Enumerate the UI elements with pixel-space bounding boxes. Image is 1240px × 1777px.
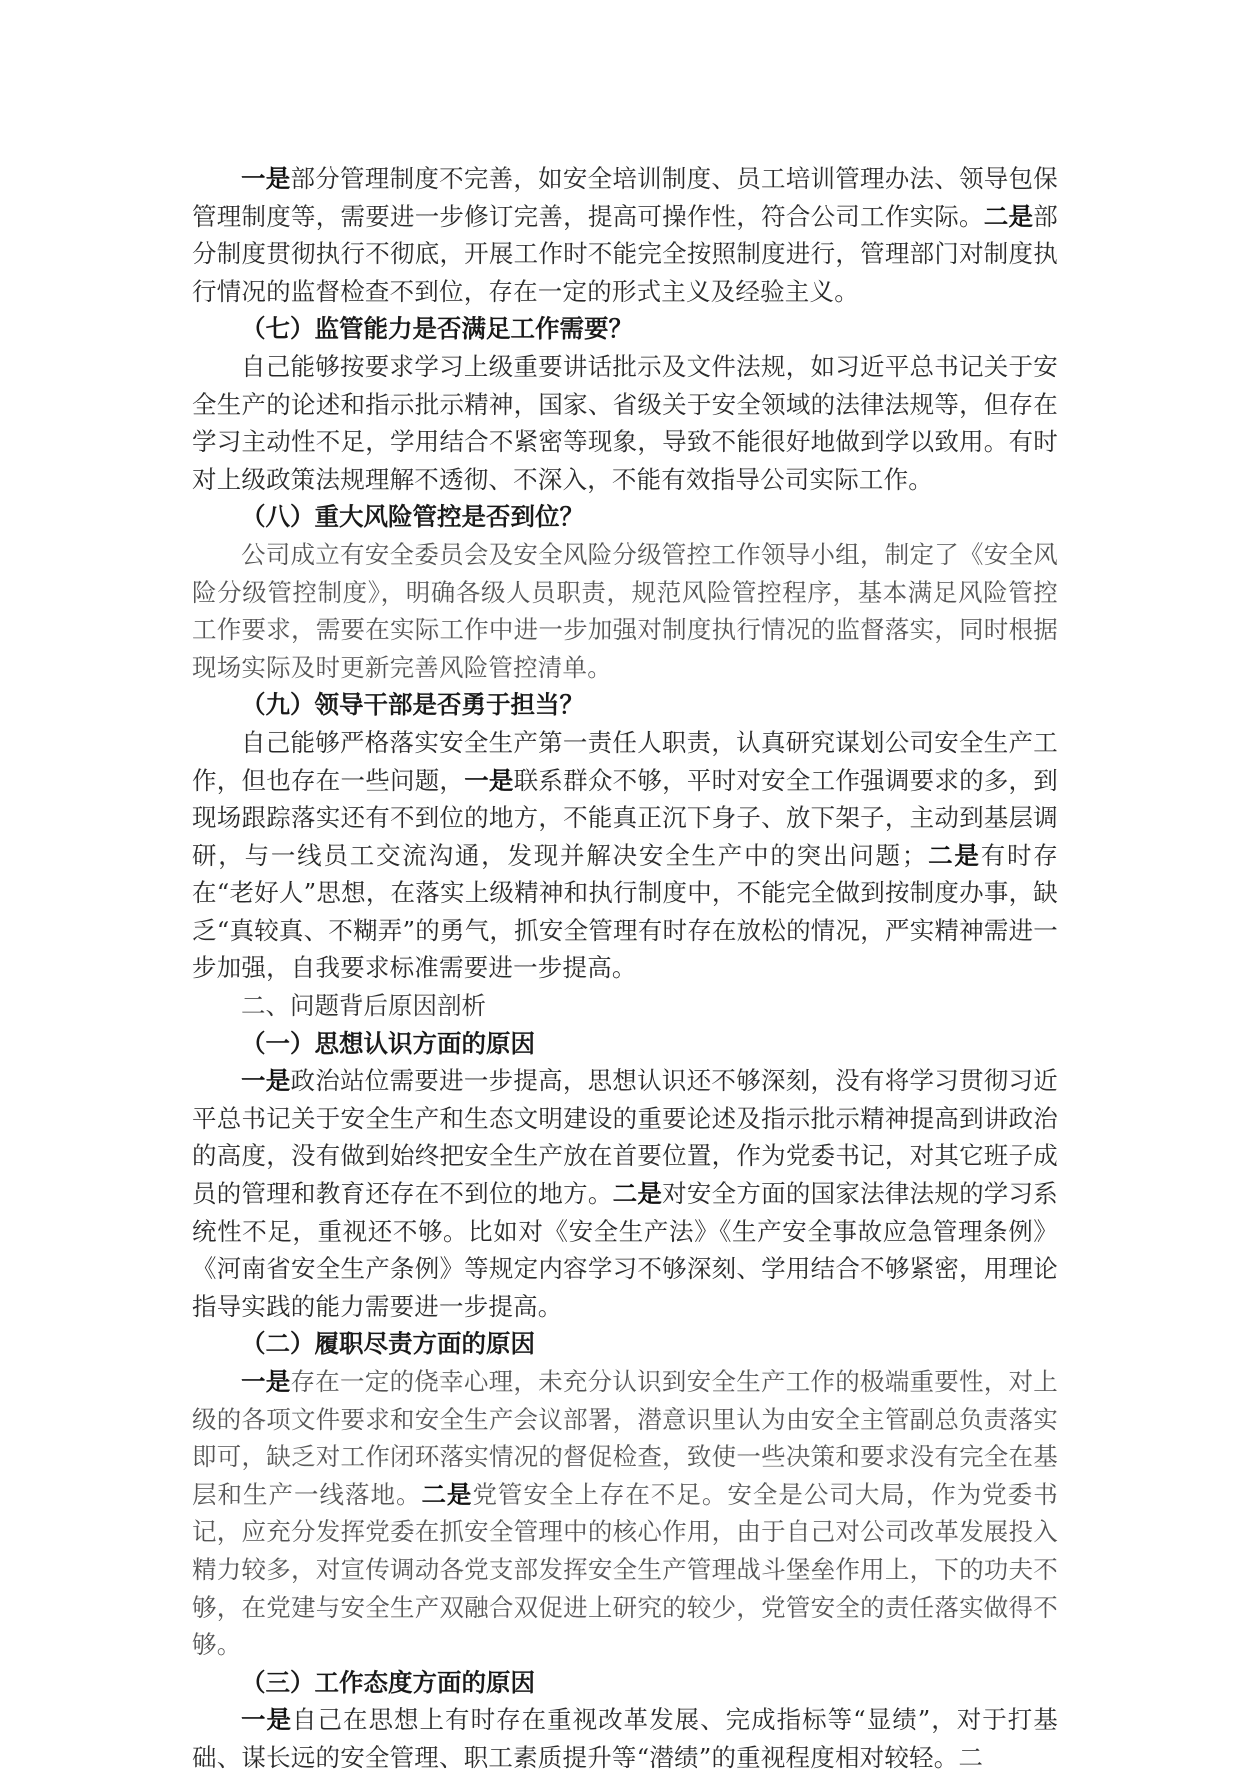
paragraph-text: 部分制度贯彻执行不彻底，开展工作时不能完全按照制度进行，管理部门对制度执行情况的监督检查不到位，存在一定的形式主义及经验主义。 bbox=[192, 201, 1058, 306]
paragraph-text: 对安全方面的国家法律法规的学习系统性不足，重视还不够。比如对《安全生产法》《生产安全事故应急管理条例》《河南省安全生产条例》等规定内容学习不够深刻、学用结合不够紧密，用理论指导实践的能力需要进一步提高。 bbox=[192, 1179, 1058, 1321]
paragraph-text: 公司成立有安全委员会及安全风险分级管控工作领导小组，制定了《安全风险分级管控制度》，明确各级人员职责，规范风险管控程序，基本满足风险管控工作要求，需要在实际工作中进一步加强对制度执行情况的监督落实，同时根据现场实际及时更新完善风险管控清单。 bbox=[192, 539, 1058, 682]
lead-marker: 二是 bbox=[421, 1479, 473, 1509]
lead-marker: 一是 bbox=[241, 1705, 293, 1735]
lead-marker: 二是 bbox=[983, 201, 1034, 231]
lead-marker: 一是 bbox=[464, 765, 514, 795]
paragraph-text: 存在一定的侥幸心理，未充分认识到安全生产工作的极端重要性，对上级的各项文件要求和安全生产会议部署，潜意识里认为由安全主管副总负责落实即可，缺乏对工作闭环落实情况的督促检查，致使一些决策和要求没有完全在基层和生产一线落地。 bbox=[192, 1367, 1059, 1509]
body-paragraph bbox=[192, 348, 1058, 498]
lead-marker: 一是 bbox=[241, 164, 291, 193]
subsection-heading: （二）履职尽责方面的原因 bbox=[241, 1329, 535, 1359]
document-body bbox=[192, 160, 1058, 1777]
lead-marker: 一是 bbox=[241, 1367, 291, 1396]
lead-marker: 一是 bbox=[241, 1066, 291, 1096]
body-paragraph bbox=[192, 536, 1058, 686]
paragraph-text: 自己在思想上有时存在重视改革发展、完成指标等“显绩”，对于打基础、谋长远的安全管理、职工素质提升等“潜绩”的重视程度相对较轻。二 bbox=[192, 1705, 1058, 1772]
paragraph-text: 自己能够严格落实安全生产第一责任人职责，认真研究谋划公司安全生产工作，但也存在一些问题， bbox=[192, 727, 1058, 795]
lead-marker: 二是 bbox=[926, 840, 981, 870]
paragraph-text: 部分管理制度不完善，如安全培训制度、员工培训管理办法、领导包保管理制度等，需要进一步修订完善，提高可操作性，符合公司工作实际。 bbox=[192, 164, 1059, 231]
body-paragraph bbox=[192, 724, 1058, 987]
body-paragraph bbox=[192, 1363, 1058, 1664]
paragraph-text: 自己能够按要求学习上级重要讲话批示及文件法规，如习近平总书记关于安全生产的论述和指示批示精神，国家、省级关于安全领域的法律法规等，但存在学习主动性不足，学用结合不紧密等现象，导致不能很好地做到学以致用。有时对上级政策法规理解不透彻、不深入，不能有效指导公司实际工作。 bbox=[192, 351, 1058, 494]
body-paragraph bbox=[192, 1701, 1058, 1776]
subsection-heading: （九）领导干部是否勇于担当？ bbox=[241, 690, 584, 720]
subsection-heading: （三）工作态度方面的原因 bbox=[241, 1667, 535, 1697]
lead-marker: 二是 bbox=[612, 1179, 663, 1209]
paragraph-text: 联系群众不够，平时对安全工作强调要求的多，到现场跟踪落实还有不到位的地方，不能真正沉下身子、放下架子，主动到基层调研，与一线员工交流沟通，发现并解决安全生产中的突出问题； bbox=[192, 765, 1059, 870]
subsection-heading: （七）监管能力是否满足工作需要？ bbox=[241, 314, 633, 344]
subsection-heading: （八）重大风险管控是否到位？ bbox=[241, 502, 584, 532]
paragraph-text: 党管安全上存在不足。安全是公司大局，作为党委书记，应充分发挥党委在抓安全管理中的核心作用，由于自己对公司改革发展投入精力较多，对宣传调动各党支部发挥安全生产管理战斗堡垒作用上，下的功夫不够，在党建与安全生产双融合双促进上研究的较少，党管安全的责任落实做得不够。 bbox=[192, 1479, 1058, 1660]
paragraph-text: 有时存在“老好人”思想，在落实上级精神和执行制度中，不能完全做到按制度办事，缺乏“真较真、不糊弄”的勇气，抓安全管理有时存在放松的情况，严实精神需进一步加强，自我要求标准需要进一步提高。 bbox=[192, 840, 1058, 983]
body-paragraph bbox=[192, 160, 1058, 310]
subsection-heading: （一）思想认识方面的原因 bbox=[241, 1028, 535, 1058]
section-heading: 二、问题背后原因剖析 bbox=[241, 991, 486, 1021]
paragraph-text: 政治站位需要进一步提高，思想认识还不够深刻，没有将学习贯彻习近平总书记关于安全生产和生态文明建设的重要论述及指示批示精神提高到讲政治的高度，没有做到始终把安全生产放在首要位置，作为党委书记，对其它班子成员的管理和教育还存在不到位的地方。 bbox=[192, 1066, 1059, 1209]
body-paragraph bbox=[192, 1062, 1058, 1325]
